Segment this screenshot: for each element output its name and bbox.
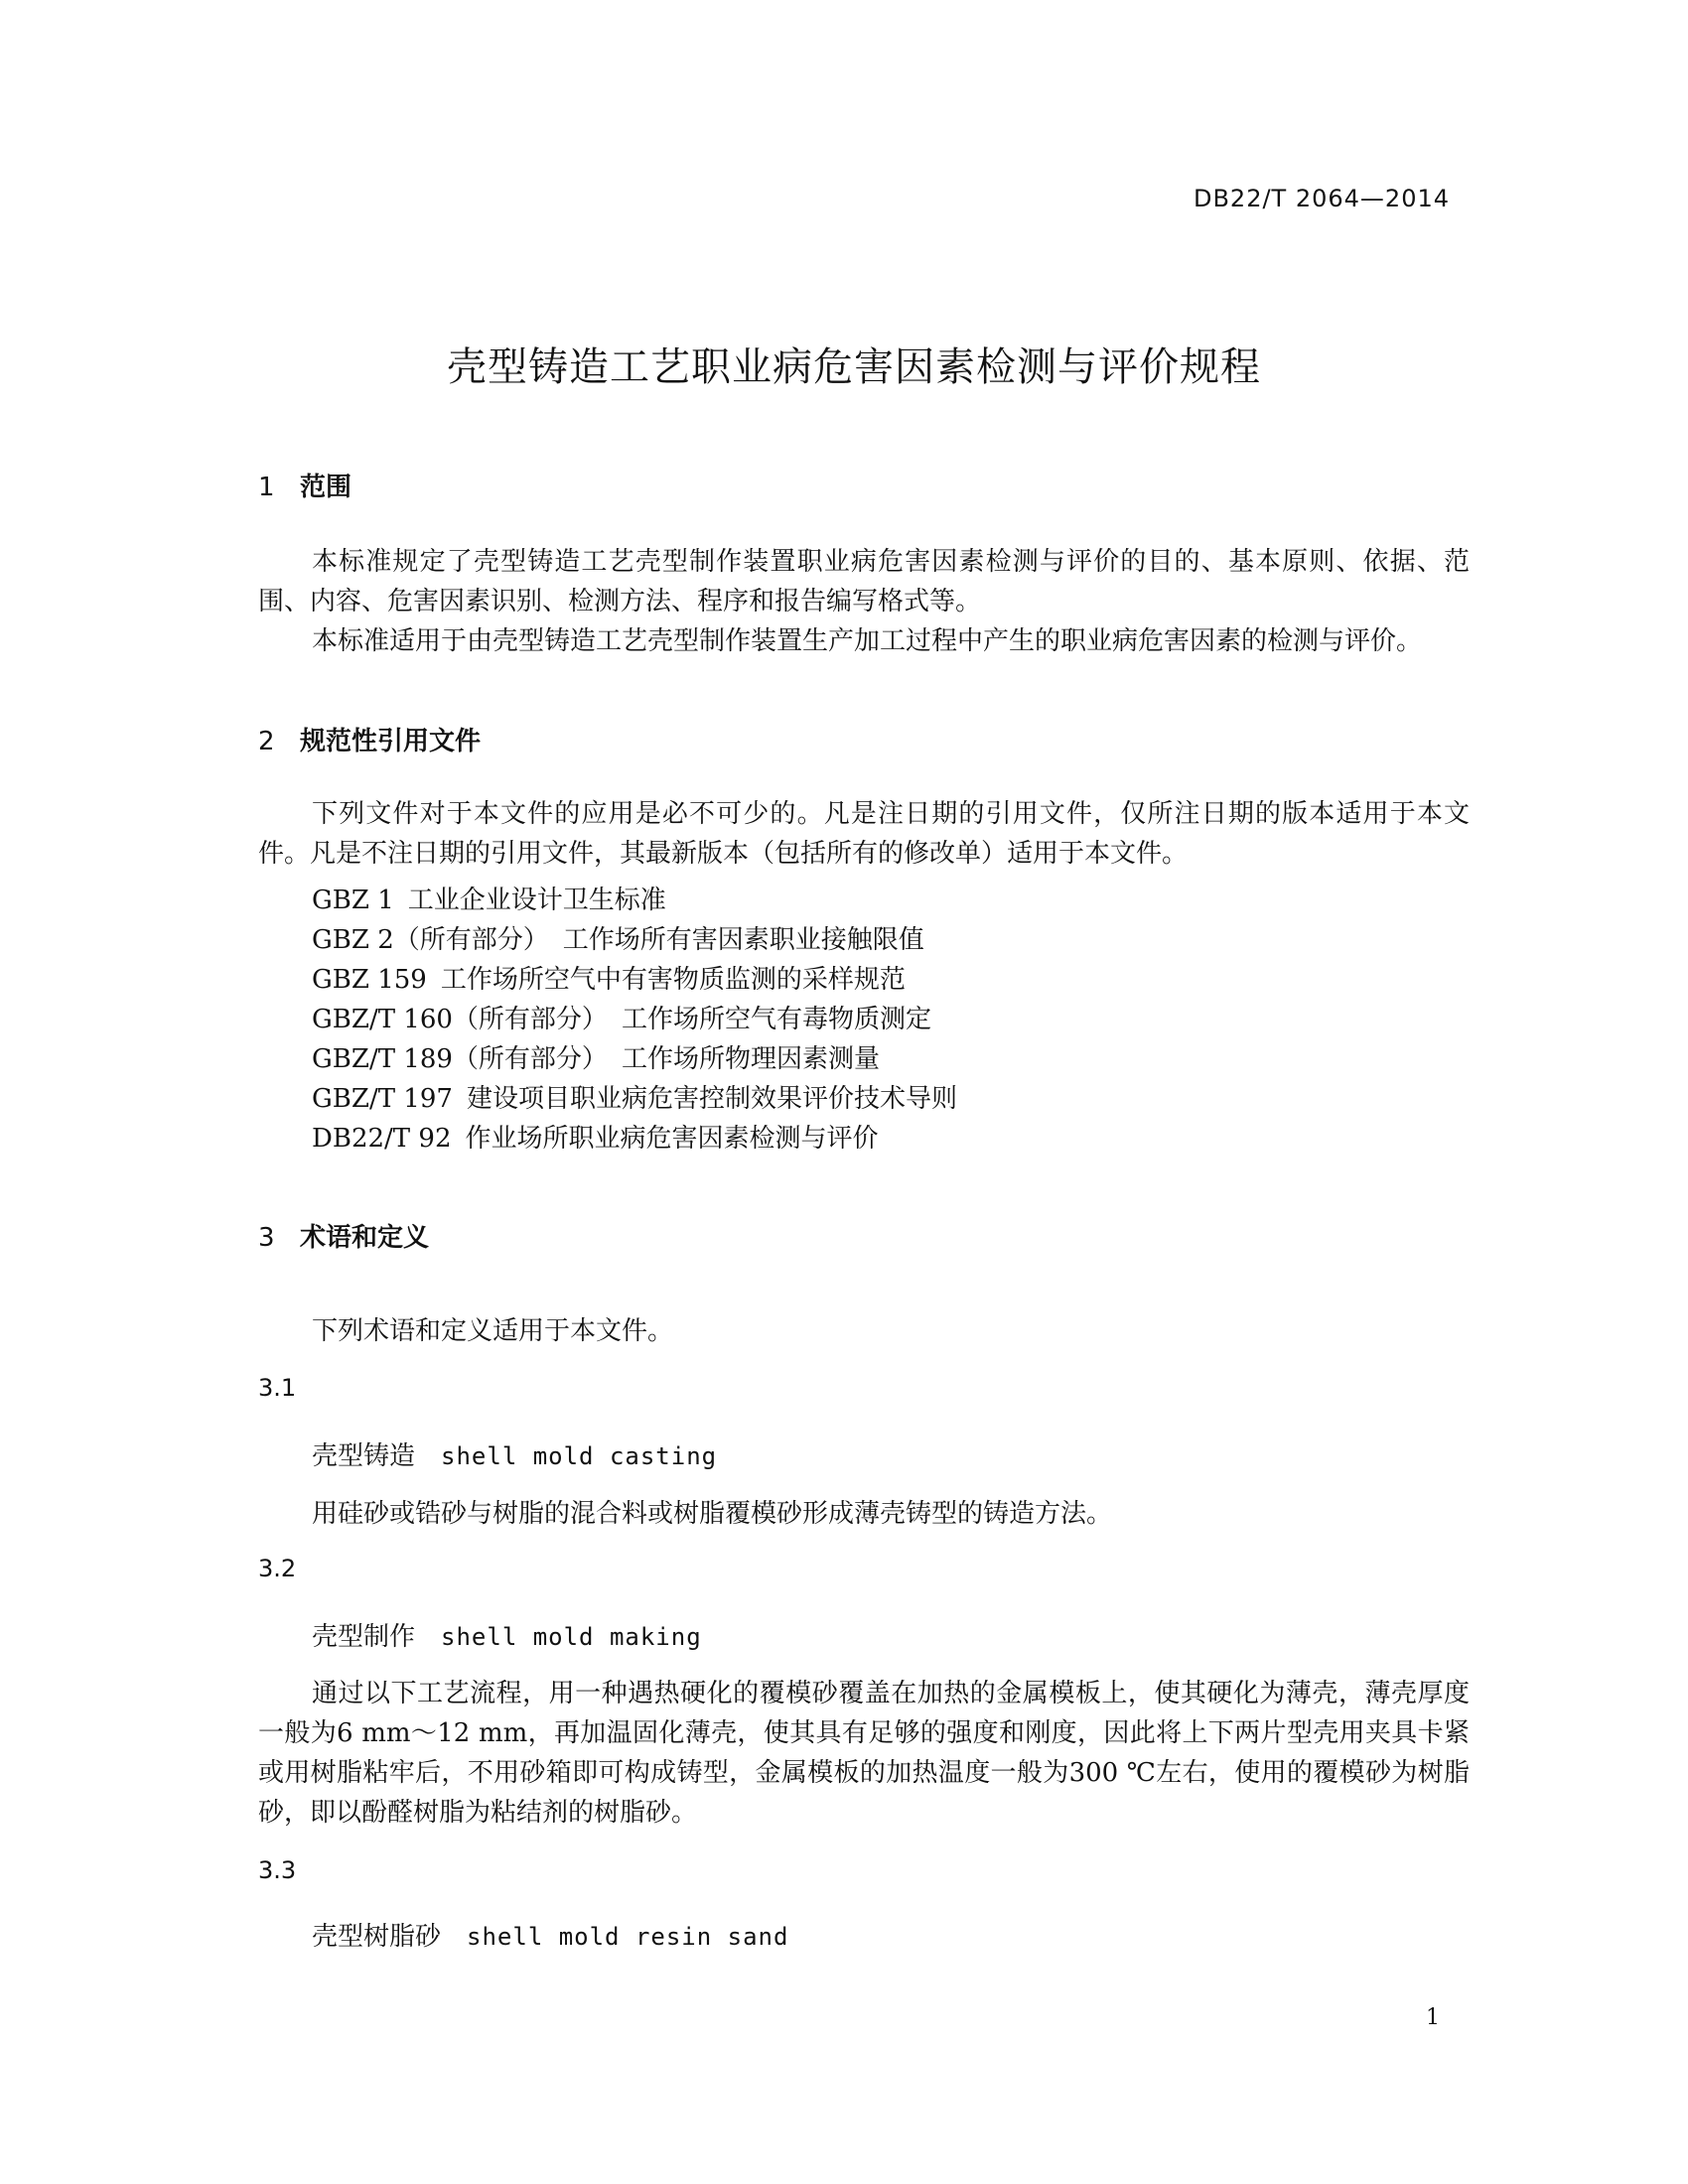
term-en: shell mold making — [441, 1623, 702, 1651]
reference-title: 工业企业设计卫生标准 — [407, 886, 666, 915]
term-heading — [312, 1435, 717, 1472]
term-number: 3.2 — [258, 1555, 297, 1582]
section-number: 1 — [258, 473, 275, 502]
section-number: 2 — [258, 727, 275, 756]
term-zh: 壳型树脂砂 — [312, 1922, 442, 1952]
reference-code: GBZ/T 160（所有部分） — [312, 1005, 608, 1034]
scope-paragraph-1: 本标准规定了壳型铸造工艺壳型制作装置职业病危害因素检测与评价的目的、基本原则、依据、范围、内容、危害因素识别、检测方法、程序和报告编写格式等。 — [258, 547, 1470, 616]
reference-code: GBZ 159 — [312, 965, 427, 995]
term-zh: 壳型制作 — [312, 1622, 416, 1652]
page-number: 1 — [1426, 2005, 1440, 2030]
reference-item — [312, 959, 906, 996]
reference-item — [312, 880, 666, 916]
section-number: 3 — [258, 1223, 275, 1253]
section-heading-terms — [258, 1217, 429, 1254]
reference-item — [312, 1118, 879, 1155]
reference-code: GBZ 2（所有部分） — [312, 925, 549, 955]
section-title: 术语和定义 — [300, 1223, 430, 1253]
term-number: 3.1 — [258, 1374, 297, 1402]
terms-intro: 下列术语和定义适用于本文件。 — [312, 1316, 674, 1346]
reference-item — [312, 999, 931, 1035]
term-number: 3.3 — [258, 1856, 297, 1884]
term-en: shell mold resin sand — [467, 1923, 789, 1951]
reference-title: 作业场所职业病危害因素检测与评价 — [465, 1124, 879, 1154]
reference-title: 工作场所物理因素测量 — [621, 1044, 880, 1074]
section-title: 范围 — [300, 473, 352, 502]
reference-title: 建设项目职业病危害控制效果评价技术导则 — [466, 1084, 957, 1114]
standard-id: DB22/T 2064—2014 — [1193, 185, 1450, 212]
reference-item — [312, 1078, 957, 1115]
term-en: shell mold casting — [441, 1442, 718, 1470]
section-title: 规范性引用文件 — [300, 727, 482, 756]
term-zh: 壳型铸造 — [312, 1441, 416, 1471]
reference-title: 工作场所空气中有害物质监测的采样规范 — [440, 965, 906, 995]
reference-code: GBZ/T 189（所有部分） — [312, 1044, 608, 1074]
term-heading — [312, 1916, 788, 1953]
scope-paragraph-2: 本标准适用于由壳型铸造工艺壳型制作装置生产加工过程中产生的职业病危害因素的检测与评价。 — [312, 626, 1423, 656]
reference-code: GBZ/T 197 — [312, 1084, 453, 1114]
reference-code: DB22/T 92 — [312, 1124, 452, 1154]
term-definition: 用硅砂或锆砂与树脂的混合料或树脂覆模砂形成薄壳铸型的铸造方法。 — [312, 1499, 1113, 1529]
section-heading-references — [258, 721, 481, 757]
reference-item — [312, 919, 924, 956]
document-title: 壳型铸造工艺职业病危害因素检测与评价规程 — [447, 344, 1261, 390]
reference-item — [312, 1038, 880, 1075]
reference-code: GBZ 1 — [312, 886, 394, 915]
references-intro: 下列文件对于本文件的应用是必不可少的。凡是注日期的引用文件，仅所注日期的版本适用于本文件。凡是不注日期的引用文件，其最新版本（包括所有的修改单）适用于本文件。 — [258, 799, 1470, 869]
term-definition: 通过以下工艺流程，用一种遇热硬化的覆模砂覆盖在加热的金属模板上，使其硬化为薄壳，薄壳厚度一般为6 mm～12 mm，再加温固化薄壳，使其具有足够的强度和刚度，因此将上下两片型壳用夹具卡紧或用树脂粘牢后，不用砂箱即可构成铸型，金属模板的加热温度一般为300 ℃左右，使用的覆模砂为树脂砂，即以酚醛树脂为粘结剂的树脂砂。 — [258, 1679, 1470, 1828]
term-heading — [312, 1616, 702, 1653]
reference-title: 工作场所空气有毒物质测定 — [621, 1005, 931, 1034]
section-heading-scope — [258, 467, 352, 503]
reference-title: 工作场所有害因素职业接触限值 — [562, 925, 924, 955]
